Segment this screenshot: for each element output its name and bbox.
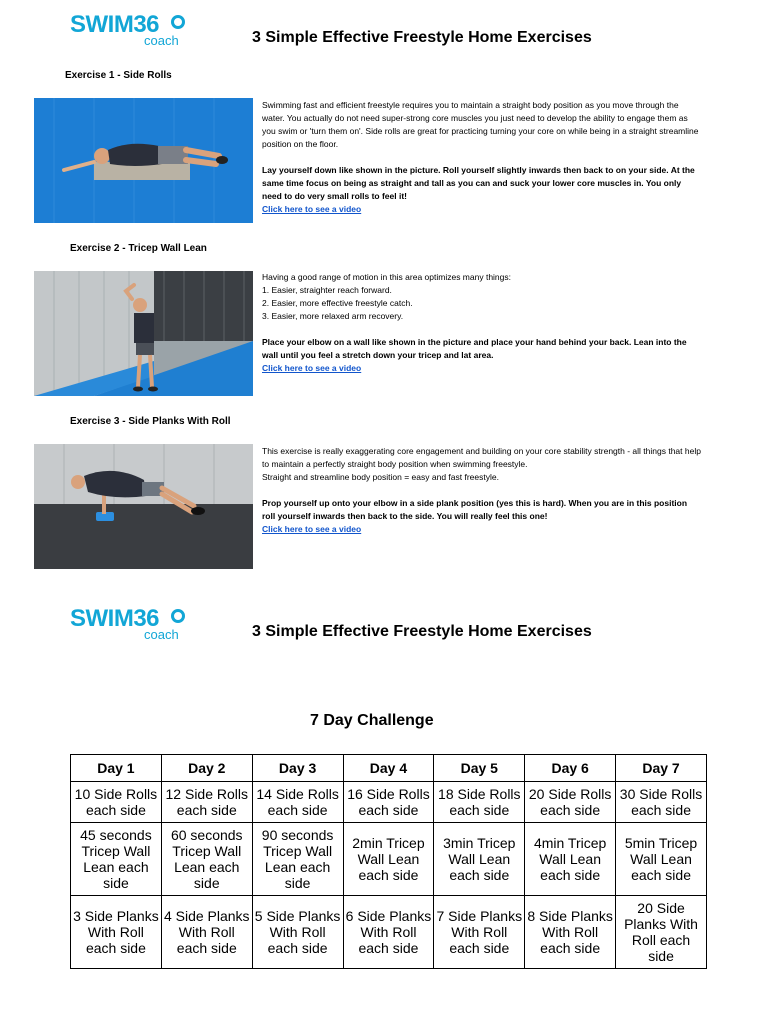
table-cell: 10 Side Rolls each side (71, 782, 162, 823)
brand-logo (70, 13, 200, 53)
logo-ring-icon (171, 609, 185, 623)
challenge-table (70, 754, 707, 969)
table-cell: 12 Side Rolls each side (161, 782, 252, 823)
table-cell: 14 Side Rolls each side (252, 782, 343, 823)
exercise-2-instructions: Place your elbow on a wall like shown in the picture and place your hand behind your back. Lean into the wall until you feel a stretch down your tricep and lat area. (262, 337, 687, 360)
day-header: Day 3 (252, 755, 343, 782)
exercise-3-description (262, 445, 702, 536)
exercise-1-instructions: Lay yourself down like shown in the picture. Roll yourself slightly inwards then back to on your side. At the same time focus on being as straight and tall as you can and suck your lower core muscles in. You only need to do very small rolls to feel it! (262, 165, 695, 201)
table-row (71, 782, 707, 823)
table-cell: 20 Side Planks With Roll each side (616, 896, 707, 969)
challenge-title: 7 Day Challenge (310, 712, 434, 729)
exercise-2-intro-line-3: 2. Easier, more effective freestyle catch. (262, 298, 413, 308)
table-cell: 30 Side Rolls each side (616, 782, 707, 823)
exercise-3-label: Exercise 3 - Side Planks With Roll (70, 416, 231, 427)
table-cell: 6 Side Planks With Roll each side (343, 896, 434, 969)
table-cell: 18 Side Rolls each side (434, 782, 525, 823)
exercise-2-description (262, 271, 702, 375)
exercise-3-intro-line-2: Straight and streamline body position = easy and fast freestyle. (262, 472, 499, 482)
logo-subtext: coach (144, 33, 179, 48)
table-cell: 3min Tricep Wall Lean each side (434, 823, 525, 896)
exercise-2-video-link[interactable]: Click here to see a video (262, 363, 362, 373)
exercise-2-label: Exercise 2 - Tricep Wall Lean (70, 243, 207, 254)
exercise-3-instructions: Prop yourself up onto your elbow in a side plank position (yes this is hard). When you are in this position roll yourself inwards then back to the side. You will really feel this one! (262, 498, 688, 521)
logo-wordmark: SWIM36 (70, 11, 160, 38)
table-row (71, 823, 707, 896)
table-row (71, 896, 707, 969)
exercise-1-label: Exercise 1 - Side Rolls (65, 70, 172, 81)
table-cell: 5min Tricep Wall Lean each side (616, 823, 707, 896)
table-cell: 4min Tricep Wall Lean each side (525, 823, 616, 896)
page-title-2: 3 Simple Effective Freestyle Home Exercises (252, 623, 592, 640)
exercise-1-video-link[interactable]: Click here to see a video (262, 204, 362, 214)
day-header: Day 4 (343, 755, 434, 782)
table-cell: 4 Side Planks With Roll each side (161, 896, 252, 969)
table-cell: 8 Side Planks With Roll each side (525, 896, 616, 969)
side-rolls-photo (34, 98, 253, 223)
exercise-1-intro: Swimming fast and efficient freestyle requires you to maintain a straight body position as you move through the water. You actually do not need super-strong core muscles you just need to develop the ability to engage them as you swim or 'turn them on'. Side rolls are great for practicing turning your core on while being in a straight streamline position on the floor. (262, 100, 699, 149)
table-cell: 2min Tricep Wall Lean each side (343, 823, 434, 896)
table-cell: 7 Side Planks With Roll each side (434, 896, 525, 969)
exercise-1-description (262, 99, 702, 216)
exercise-2-intro-line-1: Having a good range of motion in this area optimizes many things: (262, 272, 511, 282)
exercise-3-intro-line-1: This exercise is really exaggerating core engagement and building on your core stability strength - all things that help to maintain a perfectly straight body position when swimming freestyle. (262, 446, 701, 469)
table-cell: 90 seconds Tricep Wall Lean each side (252, 823, 343, 896)
side-planks-photo (34, 444, 253, 569)
day-header: Day 1 (71, 755, 162, 782)
table-cell: 60 seconds Tricep Wall Lean each side (161, 823, 252, 896)
day-header: Day 5 (434, 755, 525, 782)
logo-wordmark-2: SWIM36 (70, 605, 160, 632)
page-title: 3 Simple Effective Freestyle Home Exercises (252, 29, 592, 46)
exercise-2-intro-line-4: 3. Easier, more relaxed arm recovery. (262, 311, 404, 321)
day-header: Day 6 (525, 755, 616, 782)
exercise-2-intro-line-2: 1. Easier, straighter reach forward. (262, 285, 392, 295)
logo-subtext-2: coach (144, 627, 179, 642)
table-cell: 20 Side Rolls each side (525, 782, 616, 823)
day-header: Day 7 (616, 755, 707, 782)
table-cell: 45 seconds Tricep Wall Lean each side (71, 823, 162, 896)
tricep-wall-lean-photo (34, 271, 253, 396)
day-header: Day 2 (161, 755, 252, 782)
exercise-3-video-link[interactable]: Click here to see a video (262, 524, 362, 534)
table-cell: 5 Side Planks With Roll each side (252, 896, 343, 969)
table-cell: 16 Side Rolls each side (343, 782, 434, 823)
brand-logo-2 (70, 607, 200, 647)
table-header-row (71, 755, 707, 782)
table-cell: 3 Side Planks With Roll each side (71, 896, 162, 969)
logo-ring-icon (171, 15, 185, 29)
